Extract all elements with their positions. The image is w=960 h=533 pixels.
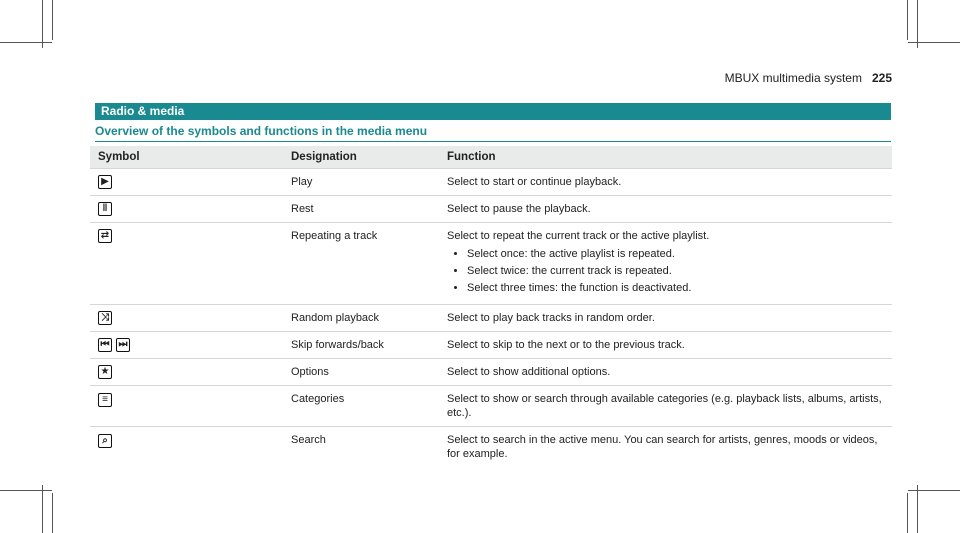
symbol-cell: [90, 305, 283, 332]
table-row: [90, 196, 892, 223]
crop-mark: [0, 42, 52, 43]
crop-mark: [52, 0, 53, 40]
star-icon: ★: [98, 365, 112, 379]
list-item: • Select twice: the current track is repeated.: [467, 264, 884, 278]
function-cell: [439, 223, 892, 305]
function-text: Select to skip to the next or to the previous track.: [447, 339, 685, 352]
header-function: Function: [439, 146, 892, 169]
crop-mark: [917, 485, 918, 533]
page-header: [725, 71, 892, 85]
symbol-cell: [90, 332, 283, 359]
table-row: [90, 427, 892, 466]
function-cell: [439, 359, 892, 386]
search-icon: ⌕: [98, 434, 112, 448]
function-text: Select to play back tracks in random order.: [447, 312, 655, 325]
function-text: Select to start or continue playback.: [447, 176, 622, 188]
symbol-cell: [90, 223, 283, 305]
designation-cell: Rest: [283, 196, 439, 223]
play-icon: ▶: [98, 175, 112, 189]
crop-mark: [908, 490, 960, 491]
function-text: Select to show or search through available categories (e.g. playback lists, albums, artists, etc.).: [447, 393, 882, 420]
table-row: [90, 305, 892, 332]
skip-back-icon: ⏮: [98, 338, 112, 352]
crop-mark: [907, 0, 908, 40]
crop-mark: [908, 42, 960, 43]
header-section-title: MBUX multimedia system: [724, 71, 862, 85]
function-text: Select to show additional options.: [447, 366, 611, 379]
header-symbol: Symbol: [90, 146, 283, 169]
symbol-cell: [90, 386, 283, 427]
designation-cell: Repeating a track: [283, 223, 439, 305]
designation-cell: Search: [283, 427, 439, 466]
function-cell: [439, 386, 892, 427]
header-designation: Designation: [283, 146, 439, 169]
function-cell: [439, 196, 892, 223]
table-row: [90, 386, 892, 427]
list-item: • Select three times: the function is deactivated.: [467, 281, 884, 295]
section-subtitle: Overview of the symbols and functions in the media menu: [95, 124, 891, 142]
designation-cell: Random playback: [283, 305, 439, 332]
shuffle-icon: ⤨: [98, 311, 112, 325]
function-cell: [439, 169, 892, 196]
function-cell: [439, 427, 892, 466]
crop-mark: [917, 0, 918, 48]
designation-cell: Skip forwards/back: [283, 332, 439, 359]
table-header-row: [90, 146, 892, 169]
crop-mark: [0, 490, 52, 491]
function-text: Select to pause the playback.: [447, 203, 591, 216]
function-text: Select to repeat the current track or the active playlist.: [447, 230, 710, 243]
crop-mark: [42, 0, 43, 48]
crop-mark: [42, 485, 43, 533]
symbol-cell: [90, 169, 283, 196]
table-row: [90, 332, 892, 359]
crop-mark: [907, 493, 908, 533]
symbol-cell: [90, 359, 283, 386]
table-row: [90, 359, 892, 386]
media-symbols-table: [90, 146, 892, 465]
section-bar: Radio & media: [95, 103, 891, 120]
function-cell: [439, 332, 892, 359]
designation-cell: Categories: [283, 386, 439, 427]
function-text: Select to search in the active menu. You can search for artists, genres, moods or videos, for example.: [447, 434, 878, 461]
designation-cell: Options: [283, 359, 439, 386]
page-number: 225: [871, 71, 892, 85]
function-cell: [439, 305, 892, 332]
table-row: [90, 223, 892, 305]
symbol-cell: [90, 196, 283, 223]
pause-icon: ‖: [98, 202, 112, 216]
repeat-icon: ⇄: [98, 229, 112, 243]
skip-forward-icon: ⏭: [116, 338, 130, 352]
crop-mark: [52, 493, 53, 533]
table-row: [90, 169, 892, 196]
function-bullet-list: [447, 247, 884, 295]
list-item: • Select once: the active playlist is repeated.: [467, 247, 884, 261]
symbol-cell: [90, 427, 283, 466]
categories-icon: ≡: [98, 393, 112, 407]
designation-cell: Play: [283, 169, 439, 196]
